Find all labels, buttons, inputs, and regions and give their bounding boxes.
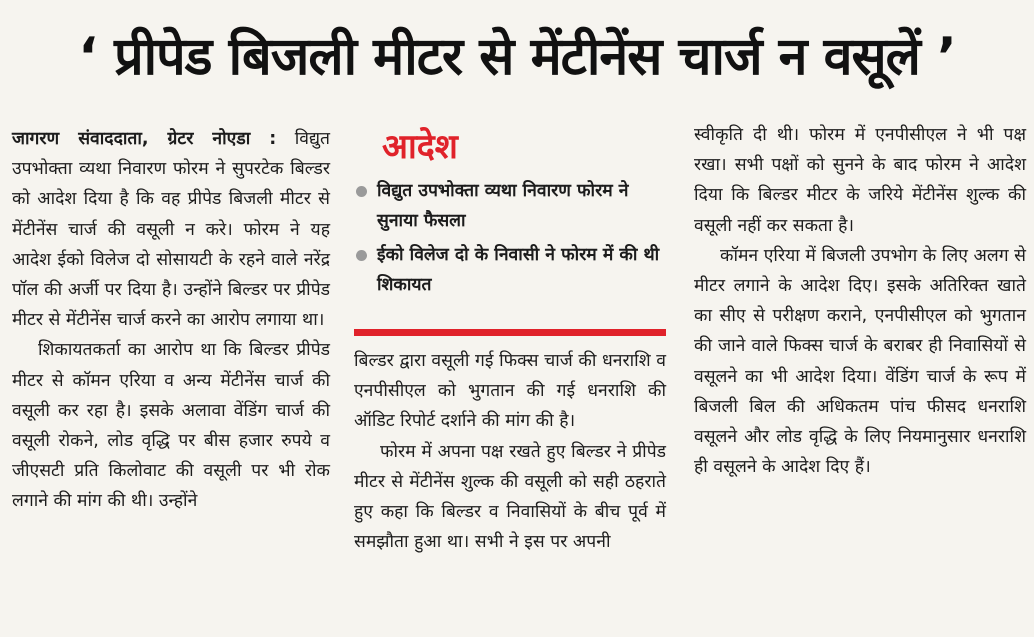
paragraph: बिल्डर द्वारा वसूली गई फिक्स चार्ज की धनराशि व एनपीसीएल को भुगतान की गई धनराशि की ऑडिट रिपोर्ट दर्शाने की मांग की है।	[354, 351, 666, 432]
highlight-box	[354, 122, 666, 336]
box-item-text: ईको विलेज दो के निवासी ने फोरम में की थी शिकायत	[377, 245, 660, 295]
paragraph: फोरम में अपना पक्ष रखते हुए बिल्डर ने प्रीपेड मीटर से मेंटीनेंस शुल्क की वसूली को सही ठहराते हुए कहा कि बिल्डर व निवासियों के बीच पूर्व में समझौता हुआ था। सभी ने इस पर अपनी	[354, 441, 666, 553]
box-title: आदेश	[382, 127, 458, 167]
paragraph: शिकायतकर्ता का आरोप था कि बिल्डर प्रीपेड मीटर से कॉमन एरिया व अन्य मेंटीनेंस चार्ज की वसूली कर रहा है। इसके अलावा वेंडिंग चार्ज की वसूली रोकने, लोड वृद्धि पर बीस हजार रुपये व जीएसटी प्रति किलोवाट की वसूली पर भी रोक लगाने की मांग की थी। उन्होंने	[12, 340, 330, 512]
headline: ‘ प्रीपेड बिजली मीटर से मेंटीनेंस चार्ज न वसूलें ’	[78, 26, 956, 87]
article-column-2	[354, 346, 666, 557]
paragraph: स्वीकृति दी थी। फोरम में एनपीसीएल ने भी पक्ष रखा। सभी पक्षों को सुनने के बाद फोरम ने आदेश दिया कि बिल्डर मीटर के जरिये मेंटीनेंस शुल्क की वसूली नहीं कर सकता है।	[694, 125, 1026, 236]
box-item	[354, 176, 666, 236]
paragraph	[12, 124, 330, 335]
article-column-3	[694, 120, 1026, 482]
article-column-1	[12, 124, 330, 517]
paragraph: कॉमन एरिया में बिजली उपभोग के लिए अलग से मीटर लगाने के आदेश दिए। इसके अतिरिक्त खाते का सीए से परीक्षण कराने, एनपीसीएल को भुगतान की जाने वाले फिक्स चार्ज के बराबर ही निवासियों से वसूलने का भी आदेश दिया। वेंडिंग चार्ज के रूप में बिजली बिल की अधिकतम पांच फीसद धनराशि वसूलने और लोड वृद्धि के लिए नियमानुसार धनराशि ही वसूलने के आदेश दिए हैं।	[694, 245, 1026, 478]
byline: जागरण संवाददाता, ग्रेटर नोएडा :	[12, 129, 277, 149]
box-item	[354, 240, 666, 300]
paragraph-text: विद्युत उपभोक्ता व्यथा निवारण फोरम ने सुपरटेक बिल्डर को आदेश दिया है कि वह प्रीपेड बिजली मीटर से मेंटीनेंस चार्ज की वसूली न करे। फोरम ने यह आदेश ईको विलेज दो सोसायटी के रहने वाले नरेंद्र पॉल की अर्जी पर दिया है। उन्होंने बिल्डर पर प्रीपेड मीटर से मेंटीनेंस चार्ज करने का आरोप लगाया था।	[12, 129, 330, 331]
bullet-icon	[356, 186, 367, 197]
box-item-text: विद्युत उपभोक्ता व्यथा निवारण फोरम ने सुनाया फैसला	[377, 181, 629, 231]
bullet-icon	[356, 250, 367, 261]
red-divider	[354, 329, 666, 336]
